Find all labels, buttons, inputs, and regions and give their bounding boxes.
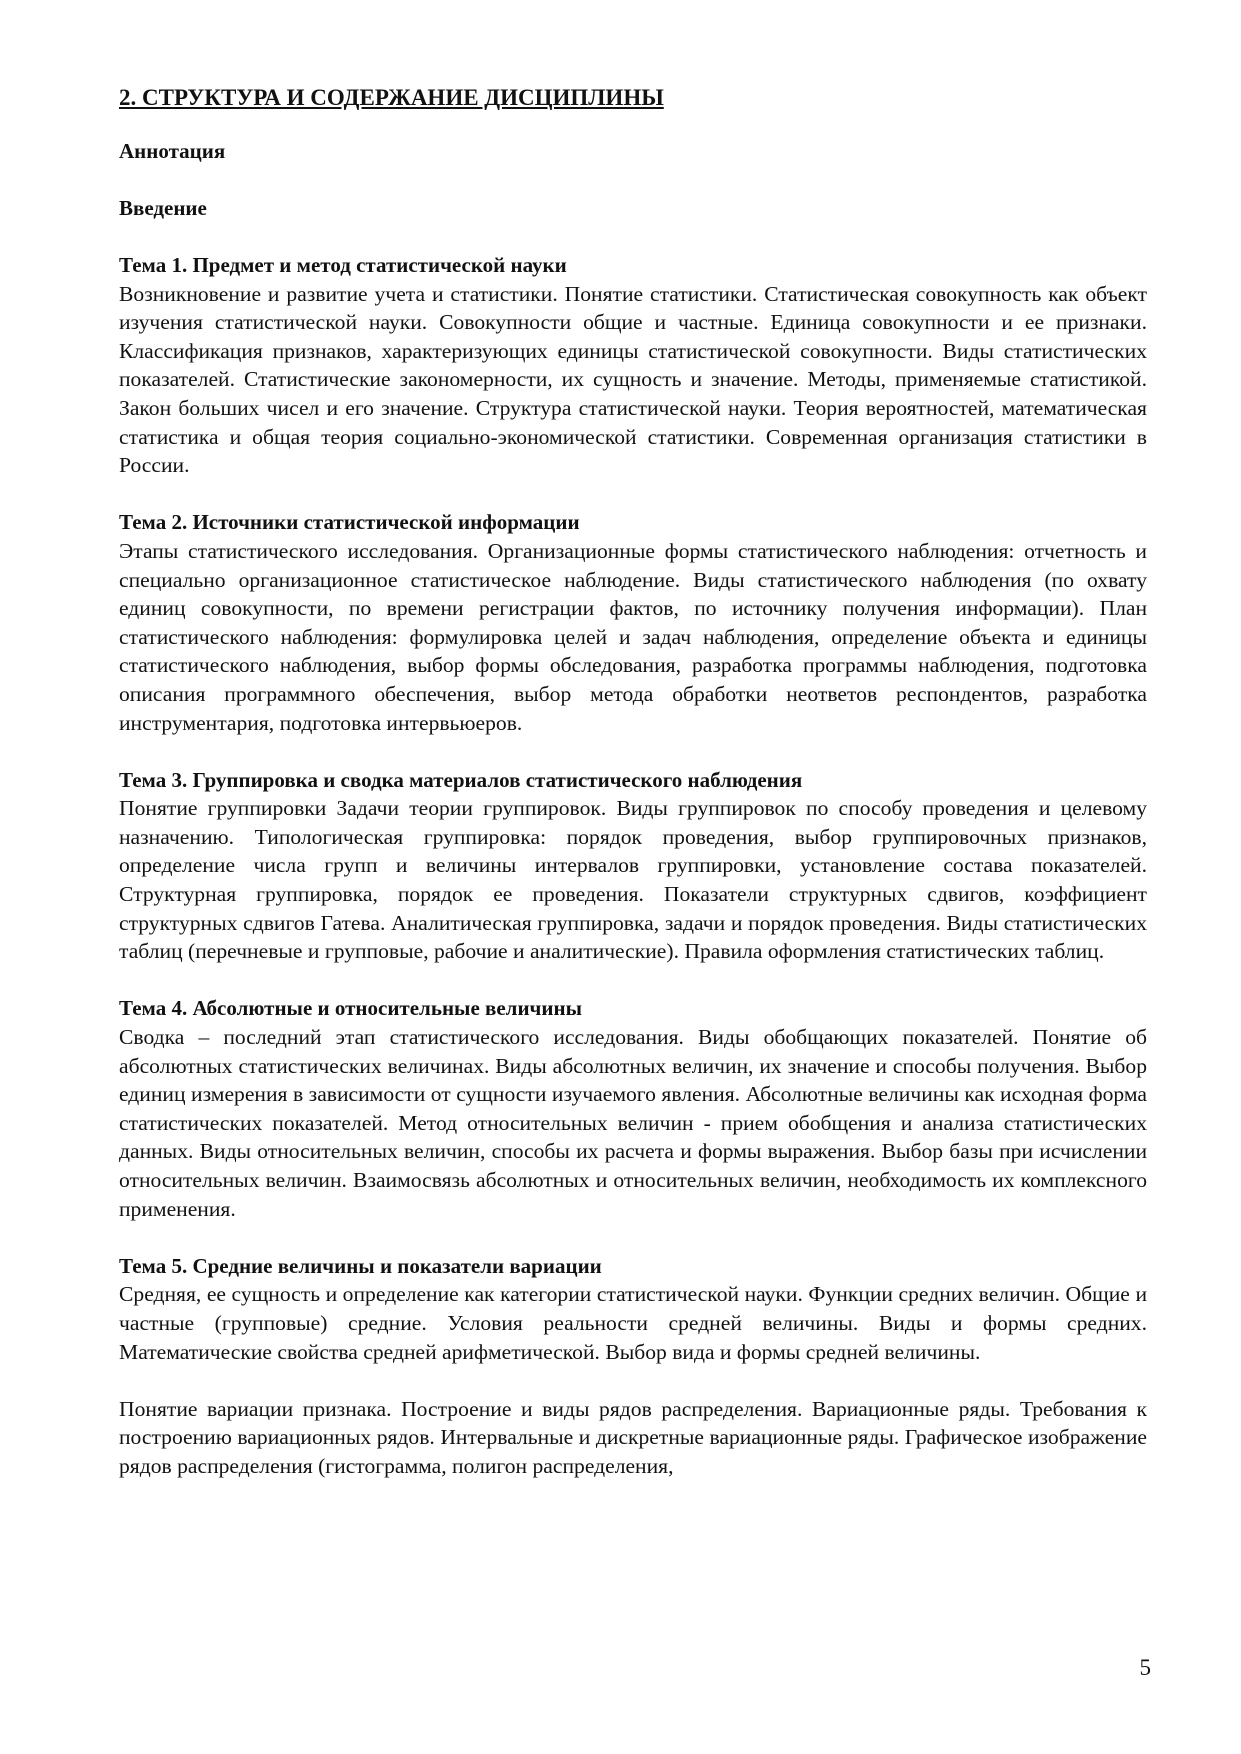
topic-heading: Тема 2. Источники статистической информации — [119, 510, 580, 535]
topic-paragraph: Сводка – последний этап статистического исследования. Виды обобщающих показателей. Понятие об абсолютных статистических величинах. Виды абсолютных величин, их значение и способы получения. Выбор единиц измерения в зависимости от сущности изучаемого явления. Абсолютные величины как исходная форма статистических показателей. Метод относительных величин - прием обобщения и анализа статистических данных. Виды относительных величин, способы их расчета и формы выражения. Выбор базы при исчислении относительных величин. Взаимосвязь абсолютных и относительных величин, необходимость их комплексного применения. — [119, 1025, 1147, 1221]
section-title: 2. СТРУКТУРА И СОДЕРЖАНИЕ ДИСЦИПЛИНЫ — [119, 85, 664, 110]
topic-heading: Тема 1. Предмет и метод статистической науки — [119, 253, 567, 277]
topic-1 — [119, 251, 1147, 480]
topic-heading: Тема 5. Средние величины и показатели вариации — [119, 1253, 602, 1278]
annotation-heading: Аннотация — [119, 139, 226, 163]
topic-2 — [119, 508, 1147, 737]
intro-heading: Введение — [119, 196, 207, 220]
topic-heading: Тема 3. Группировка и сводка материалов статистического наблюдения — [119, 767, 803, 792]
topic-paragraph: Возникновение и развитие учета и статистики. Понятие статистики. Статистическая совокупность как объект изучения статистической науки. Совокупности общие и частные. Единица совокупности и ее признаки. Классификация признаков, характеризующих единицы статистической совокупности. Виды статистических показателей. Статистические закономерности, их сущность и значение. Методы, применяемые статистикой. Закон больших чисел и его значение. Структура статистической науки. Теория вероятностей, математическая статистика и общая теория социально-экономической статистики. Современная организация статистики в России. — [119, 281, 1147, 478]
topic-5 — [119, 1252, 1147, 1481]
topic-paragraph: Средняя, ее сущность и определение как категории статистической науки. Функции средних величин. Общие и частные (групповые) средние. Условия реальности средней величины. Виды и формы средних. Математические свойства средней арифметической. Выбор вида и формы средней величины. — [119, 1282, 1147, 1364]
topic-3 — [119, 766, 1147, 966]
page-number: 5 — [1139, 1655, 1151, 1680]
document-page — [119, 84, 1147, 1509]
topic-paragraph: Понятие вариации признака. Построение и виды рядов распределения. Вариационные ряды. Требования к построению вариационных рядов. Интервальные и дискретные вариационные ряды. Графическое изображение рядов распределения (гистограмма, полигон распределения, — [119, 1396, 1147, 1478]
topic-paragraph: Понятие группировки Задачи теории группировок. Виды группировок по способу проведения и целевому назначению. Типологическая группировка: порядок проведения, выбор группировочных признаков, определение числа групп и величины интервалов группировки, установление состава показателей. Структурная группировка, порядок ее проведения. Показатели структурных сдвигов, коэффициент структурных сдвигов Гатева. Аналитическая группировка, задачи и порядок проведения. Виды статистических таблиц (перечневые и групповые, рабочие и аналитические). Правила оформления статистических таблиц. — [119, 796, 1147, 964]
topic-4 — [119, 994, 1147, 1223]
topic-paragraph: Этапы статистического исследования. Организационные формы статистического наблюдения: отчетность и специально организационное статистическое наблюдение. Виды статистического наблюдения (по охвату единиц совокупности, по времени регистрации фактов, по источнику получения информации). План статистического наблюдения: формулировка целей и задач наблюдения, определение объекта и единицы статистического наблюдения, выбор формы обследования, разработка программы наблюдения, подготовка описания программного обеспечения, выбор метода обработки неответов респондентов, разработка инструментария, подготовка интервьюеров. — [119, 538, 1147, 735]
topic-heading: Тема 4. Абсолютные и относительные величины — [119, 996, 582, 1021]
